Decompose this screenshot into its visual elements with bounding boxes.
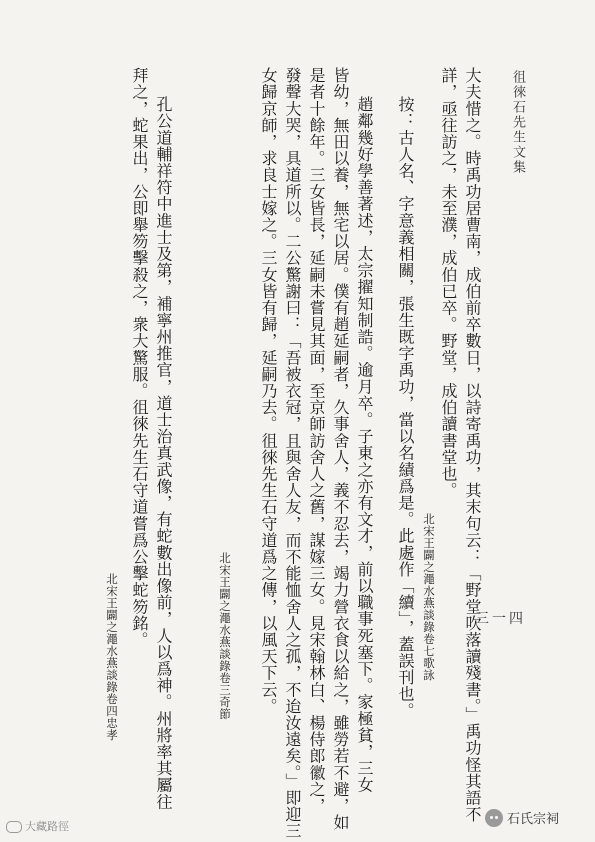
text-column-5: 是者十餘年。三女皆長，延嗣未嘗見其面，至京師訪舍人之舊，謀嫁三女。見宋翰林白、楊侍郎徽之， xyxy=(307,67,326,814)
text-column-7: 女歸京師，求良士嫁之。三女皆有歸，延嗣乃去。徂徠先生石守道爲之傳，以風天下云。 xyxy=(259,67,278,715)
text-column-9: 拜之，蛇果出，公即舉笏擊殺之，衆大驚服。徂徠先生石守道嘗爲公擊蛇笏銘。 xyxy=(130,67,149,648)
source-citation-1: 北宋王闢之澠水燕談錄卷七歌詠 xyxy=(422,513,436,681)
watermark-text: 大藏路徑 xyxy=(25,820,69,833)
watermark-left xyxy=(6,818,69,834)
source-citation-2: 北宋王闢之澠水燕談錄卷三奇節 xyxy=(218,552,232,720)
text-column-3: 趙鄰幾好學善著述，太宗擢知制誥。逾月卒。子東之亦有文才，前以職事死塞下。家極貧，三女 xyxy=(355,96,374,794)
text-column-4: 皆幼，無田以養，無宅以居。僕有趙延嗣者，久事舍人，義不忍去，竭力營衣食以給之，雖勞若不避，如 xyxy=(331,67,350,831)
page-number: 三一四 xyxy=(475,611,526,627)
brand-icon xyxy=(6,821,22,833)
text-column-6: 發聲大哭，具道所以。二公驚謝曰：「吾被衣冠，且與舍人友，而不能恤舍人之孤，不迨汝遠矣。」即迎三 xyxy=(283,67,302,840)
wechat-brand xyxy=(485,808,559,827)
brand-name: 石氏宗祠 xyxy=(507,812,560,827)
text-column-2: 詳，亟往訪之，未至濮，成伯已卒。野堂，成伯讀書堂也。 xyxy=(439,67,458,499)
text-column-8: 孔公道輔祥符中進士及第，補寧州推官，道士治真武像，有蛇數出像前，人以爲神。州將率其屬往 xyxy=(154,96,173,810)
running-title: 徂徠石先生文集 xyxy=(510,70,525,175)
source-citation-3: 北宋王闢之澠水燕談錄卷四忠孝 xyxy=(105,573,119,741)
wechat-icon xyxy=(485,809,503,827)
text-column-1: 大夫惜之。時禹功居曹南，成伯前卒數日，以詩寄禹功，其末句云：「野堂吹落讀殘書。」禹功怪其語不 xyxy=(463,67,482,823)
note-column: 按：古人名、字意義相關，張生既字禹功，當以名績爲是。此處作「續」，蓋誤刊也。 xyxy=(396,96,415,719)
